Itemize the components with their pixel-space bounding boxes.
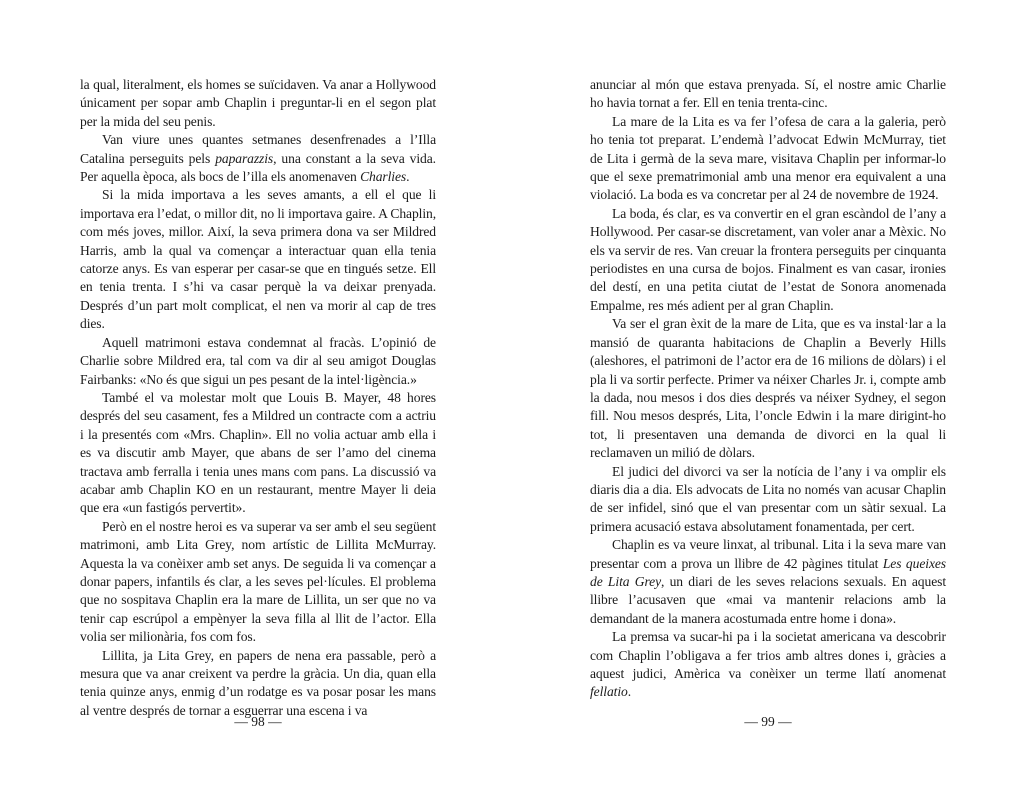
- italic-term: paparazzis: [215, 150, 274, 166]
- paragraph: Va ser el gran èxit de la mare de Lita, que es va instal·lar a la mansió de quaranta habitacions de Chaplin a Beverly Hills (aleshores, el patrimoni de l’actor era de 16 milions de dòlars) i el pla li va sortir perfecte. Primer va néixer Charles Jr. i, compte amb la dada, nou mesos i dos dies després va néixer Sydney, el segon fill. Nou mesos després, Lita, l’oncle Edwin i la mare dirigint-ho tot, li presentaven una demanda de divorci en la qual li reclamaven un milió de dòlars.: [590, 316, 946, 461]
- paragraph: El judici del divorci va ser la notícia de l’any i va omplir els diaris dia a dia. Els advocats de Lita no només van acusar Chaplin de ser infidel, sinó que el van presentar com un sàtir sexual. La primera acusació estava absolutament fonamentada, per cert.: [590, 463, 946, 534]
- right-page-text: [590, 76, 946, 702]
- paragraph: Aquell matrimoni estava condemnat al fracàs. L’opinió de Charlie sobre Mildred era, tal com va dir al seu amigot Douglas Fairbanks: «No és que sigui un pes pesant de la intel·ligència.»: [80, 334, 436, 387]
- page-number-right: — 99 —: [744, 714, 792, 729]
- paragraph: Lillita, ja Lita Grey, en papers de nena era passable, però a mesura que va anar creixent va perdre la gràcia. Un dia, quan ella tenia quinze anys, enmig d’un rodatge es va posar posar les mans al ventre després de tornar a esguerrar una escena i va: [80, 647, 436, 718]
- paragraph: També el va molestar molt que Louis B. Mayer, 48 hores després del seu casament, fes a Mildred un contracte com a actriu i la presentés com «Mrs. Chaplin». Ell no volia actuar amb ella i es va discutir amb Mayer, que abans de ser l’amo del cinema tractava amb ferralla i tenia unes mans com pans. La discussió va acabar amb Chaplin KO en un restaurant, mentre Mayer li deia que era «un fastigós pervertit».: [80, 389, 436, 516]
- paragraph: anunciar al món que estava prenyada. Sí, el nostre amic Charlie ho havia tornat a fer. Ell en tenia trenta-cinc.: [590, 77, 946, 111]
- paragraph: Van viure unes quantes setmanes desenfrenades a l’Illa Catalina perseguits pels paparazzis, una constant a la seva vida. Per aquella època, als bocs de l’illa els anomenaven Charlies.: [80, 132, 436, 185]
- paragraph: La mare de la Lita es va fer l’ofesa de cara a la galeria, però ho tenia tot preparat. L’endemà l’advocat Edwin McMurray, tiet de Lita i germà de la seva mare, visitava Chaplin per informar-lo que el sexe prematrimonial amb una menor era equivalent a una violació. La boda es va concretar per al 24 de novembre de 1924.: [590, 113, 946, 203]
- paragraph: La premsa va sucar-hi pa i la societat americana va descobrir com Chaplin l’obligava a fer trios amb altres dones i, gràcies a aquest judici, Amèrica va conèixer un terme llatí anomenat fellatio.: [590, 629, 946, 700]
- italic-term: Les queixes de Lita Grey: [590, 555, 946, 589]
- italic-term: Charlies: [360, 169, 407, 185]
- paragraph: Però en el nostre heroi es va superar va ser amb el seu següent matrimoni, amb Lita Grey, nom artístic de Lillita McMurray. Aquesta la va conèixer amb set anys. De seguida li va començar a donar papers, infantils és clar, a les seves pel·lícules. El problema que no sospitava Chaplin era la mare de Lillita, un ser que no va tenir cap escrúpol a empènyer la seva filla al llit de l’actor. Ella volia ser milionària, fos com fos.: [80, 518, 436, 645]
- paragraph: la qual, literalment, els homes se suïcidaven. Va anar a Hollywood únicament per sopar amb Chaplin i preguntar-li en el segon plat per la mida del seu penis.: [80, 77, 436, 129]
- paragraph: La boda, és clar, es va convertir en el gran escàndol de l’any a Hollywood. Per casar-se discretament, van voler anar a Mèxic. No els va servir de res. Van creuar la frontera perseguits per cinquanta periodistes en una cursa de bojos. Finalment es van casar, ironies del destí, en una petita ciutat de l’estat de Sonora anomenada Empalme, res més adient per al gran Chaplin.: [590, 205, 946, 313]
- paragraph: Si la mida importava a les seves amants, a ell el que li importava era l’edat, o millor dit, no li importava gaire. A Chaplin, com més joves, millor. Així, la seva primera dona va ser Mildred Harris, amb la qual va començar a interactuar quan ella tenia catorze anys. Es van esperar per casar-se que en tingués setze. Ell en tenia trenta. I s’hi va casar perquè la va deixar prenyada. Després d’un part molt complicat, el nen va morir al cap de tres dies.: [80, 187, 436, 332]
- italic-term: fellatio: [590, 684, 628, 700]
- page-number-left: — 98 —: [234, 714, 282, 729]
- left-page-text: [80, 76, 436, 720]
- paragraph: Chaplin es va veure linxat, al tribunal. Lita i la seva mare van presentar com a prova un llibre de 42 pàgines titulat Les queixes de Lita Grey, un diari de les seves relacions sexuals. En aquest llibre l’acusaven que «mai va mantenir relacions amb la demandant de la manera acostumada entre home i dona».: [590, 537, 946, 626]
